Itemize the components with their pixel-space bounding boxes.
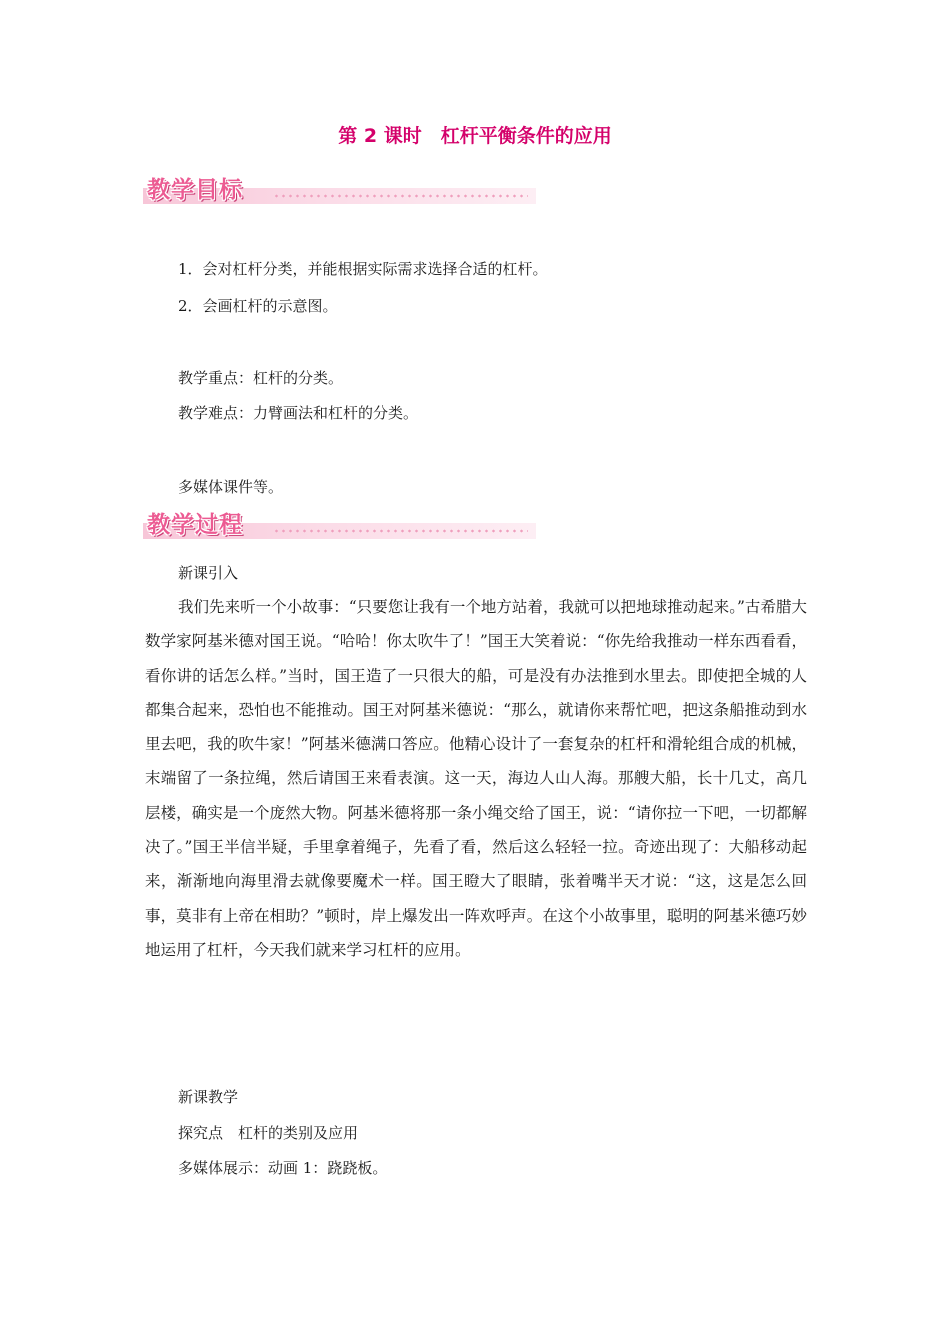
teaching-heading: 新课教学 [178,1088,239,1106]
key-point: 教学重点：杠杆的分类。 [178,369,344,387]
materials: 多媒体课件等。 [178,478,284,496]
section-banner-process [143,509,536,541]
story-paragraph: 我们先来听一个小故事：“只要您让我有一个地方站着，我就可以把地球推动起来。”古希腊大数学家阿基米德对国王说。“哈哈！你太吹牛了！”国王大笑着说：“你先给我推动一样东西看看，看你讲的话怎么样。”当时，国王造了一只很大的船，可是没有办法推到水里去。即使把全城的人都集合起来，恐怕也不能推动。国王对阿基米德说：“那么，就请你来帮忙吧，把这条船推动到水里去吧，我的吹牛家！”阿基米德满口答应。他精心设计了一套复杂的杠杆和滑轮组合成的机械，末端留了一条拉绳，然后请国王来看表演。这一天，海边人山人海。那艘大船，长十几丈，高几层楼，确实是一个庞然大物。阿基米德将那一条小绳交给了国王，说：“请你拉一下吧，一切都解决了。”国王半信半疑，手里拿着绳子，先看了看，然后这么轻轻一拉。奇迹出现了：大船移动起来，渐渐地向海里滑去就像要魔术一样。国王瞪大了眼睛，张着嘴半天才说：“这，这是怎么回事，莫非有上帝在相助？”顿时，岸上爆发出一阵欢呼声。在这个小故事里，聪明的阿基米德巧妙地运用了杠杆，今天我们就来学习杠杆的应用。 [145,598,807,959]
intro-heading: 新课引入 [178,564,239,582]
banner-dots [273,529,528,533]
objective-item-2: 2．会画杠杆的示意图。 [178,297,338,315]
difficult-point: 教学难点：力臂画法和杠杆的分类。 [178,404,419,422]
page-title: 第 2 课时 杠杆平衡条件的应用 [338,125,612,147]
explore-point: 探究点 杠杆的类别及应用 [178,1124,359,1142]
media-demo: 多媒体展示：动画 1：跷跷板。 [178,1159,388,1177]
section-header-process: 教学过程 [147,512,243,538]
objective-item-1: 1．会对杠杆分类，并能根据实际需求选择合适的杠杆。 [178,260,548,278]
section-header-objectives: 教学目标 [147,177,243,203]
banner-dots [273,194,528,198]
section-banner-objectives [143,174,536,206]
